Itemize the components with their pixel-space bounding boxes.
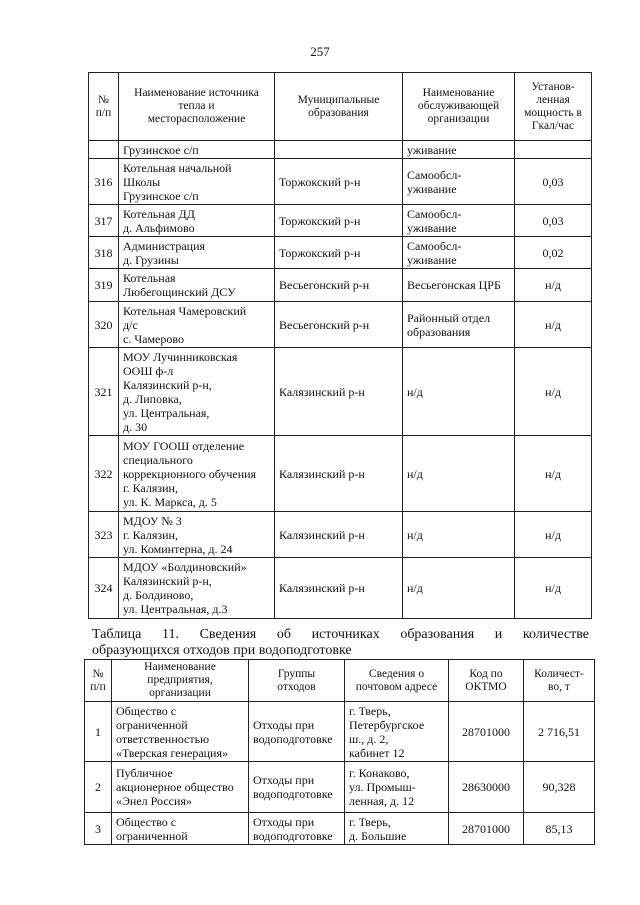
row-municipality: Калязинский р-н [275,512,403,558]
row-organization: Самообсл- уживание [403,205,515,237]
caption-word: Таблица [92,627,142,642]
row-number: 316 [89,159,119,205]
row-source: МОУ ГООШ отделение специального коррекционного обучения г. Калязин, ул. К. Маркса, д. 5 [119,436,275,512]
header-power: Установ- ленная мощность в Гкал/час [515,73,592,141]
row-municipality: Торжокский р-н [275,159,403,205]
row-number: 324 [89,558,119,619]
row-organization: Районный отдел образования [403,302,515,348]
row-power: 0,03 [515,205,592,237]
table-row [89,302,592,348]
row-municipality: Калязинский р-н [275,436,403,512]
caption-word: об [276,627,291,642]
row-source: МДОУ № 3 г. Калязин, ул. Коминтерна, д. 24 [119,512,275,558]
header-organization: Наименование обслуживающей организации [403,73,515,141]
row-number: 323 [89,512,119,558]
row-oktmo: 28630000 [449,762,524,813]
row-source: Котельная ДД д. Альфимово [119,205,275,237]
row-power: н/д [515,302,592,348]
row-enterprise: Публичное акционерное общество «Энел Россия» [112,762,249,813]
header-address: Сведения о почтовом адресе [345,660,449,702]
table-row [89,558,592,619]
row-number: 3 [85,813,112,845]
row-source: Котельная Любегощинский ДСУ [119,269,275,302]
header-source: Наименование источника тепла и месторасположение [119,73,275,141]
table-row [85,762,595,813]
table-row [89,512,592,558]
row-organization: н/д [403,436,515,512]
row-number: 320 [89,302,119,348]
row-municipality: Калязинский р-н [275,558,403,619]
row-power: н/д [515,348,592,436]
header-number: № п/п [85,660,112,702]
row-municipality: Весьегонский р-н [275,302,403,348]
header-number: № п/п [89,73,119,141]
caption-word: и [494,627,503,642]
table-row [89,237,592,269]
table-row [89,348,592,436]
row-power [515,141,592,159]
table-row [89,436,592,512]
row-address: г. Конаково, ул. Промыш- ленная, д. 12 [345,762,449,813]
row-waste-group: Отходы при водоподготовке [249,702,345,762]
caption-word: 11. [162,627,179,642]
row-oktmo: 28701000 [449,702,524,762]
row-address: г. Тверь, д. Большие [345,813,449,845]
row-source: Котельная начальной Школы Грузинское с/п [119,159,275,205]
row-address: г. Тверь, Петербургское ш., д. 2, кабинет 12 [345,702,449,762]
row-quantity: 85,13 [524,813,595,845]
table-header-row [89,73,592,141]
header-waste-group: Группы отходов [249,660,345,702]
table-row [85,813,595,845]
row-quantity: 2 716,51 [524,702,595,762]
row-waste-group: Отходы при водоподготовке [249,813,345,845]
table-caption [92,627,589,659]
row-municipality: Калязинский р-н [275,348,403,436]
row-municipality: Весьегонский р-н [275,269,403,302]
waste-sources-table [84,659,595,845]
row-number: 2 [85,762,112,813]
table-header-row [85,660,595,702]
row-number [89,141,119,159]
row-power: н/д [515,512,592,558]
row-municipality [275,141,403,159]
row-source: МДОУ «Болдиновский» Калязинский р-н, д. Болдиново, ул. Центральная, д.3 [119,558,275,619]
row-organization: н/д [403,348,515,436]
row-oktmo: 28701000 [449,813,524,845]
row-enterprise: Общество с ограниченной [112,813,249,845]
caption-line-2: образующихся отходов при водоподготовке [92,643,352,658]
row-power: н/д [515,558,592,619]
caption-word: источниках [311,627,380,642]
row-number: 319 [89,269,119,302]
caption-word: образования [400,627,475,642]
row-organization: уживание [403,141,515,159]
row-number: 321 [89,348,119,436]
row-number: 322 [89,436,119,512]
table-row [89,205,592,237]
row-municipality: Торжокский р-н [275,205,403,237]
table-row [89,159,592,205]
header-municipality: Муниципальные образования [275,73,403,141]
caption-word: количестве [522,627,589,642]
row-waste-group: Отходы при водоподготовке [249,762,345,813]
row-power: н/д [515,269,592,302]
caption-word: Сведения [199,627,257,642]
table-row [89,141,592,159]
row-quantity: 90,328 [524,762,595,813]
row-number: 318 [89,237,119,269]
row-source: Котельная Чамеровский д/с с. Чамерово [119,302,275,348]
row-number: 317 [89,205,119,237]
header-enterprise: Наименование предприятия, организации [112,660,249,702]
row-organization: н/д [403,512,515,558]
row-power: 0,03 [515,159,592,205]
row-power: 0,02 [515,237,592,269]
page-number: 257 [310,44,330,59]
table-row [89,269,592,302]
row-municipality: Торжокский р-н [275,237,403,269]
header-quantity: Количест- во, т [524,660,595,702]
row-organization: Самообсл- уживание [403,237,515,269]
row-source: Администрация д. Грузины [119,237,275,269]
row-source: Грузинское с/п [119,141,275,159]
heat-sources-table [88,72,592,619]
row-organization: Весьегонская ЦРБ [403,269,515,302]
row-number: 1 [85,702,112,762]
row-source: МОУ Лучинниковская ООШ ф-л Калязинский р-н, д. Липовка, ул. Центральная, д. 30 [119,348,275,436]
row-enterprise: Общество с ограниченной ответственностью «Тверская генерация» [112,702,249,762]
row-power: н/д [515,436,592,512]
row-organization: н/д [403,558,515,619]
table-row [85,702,595,762]
row-organization: Самообсл- уживание [403,159,515,205]
header-oktmo: Код по ОКТМО [449,660,524,702]
